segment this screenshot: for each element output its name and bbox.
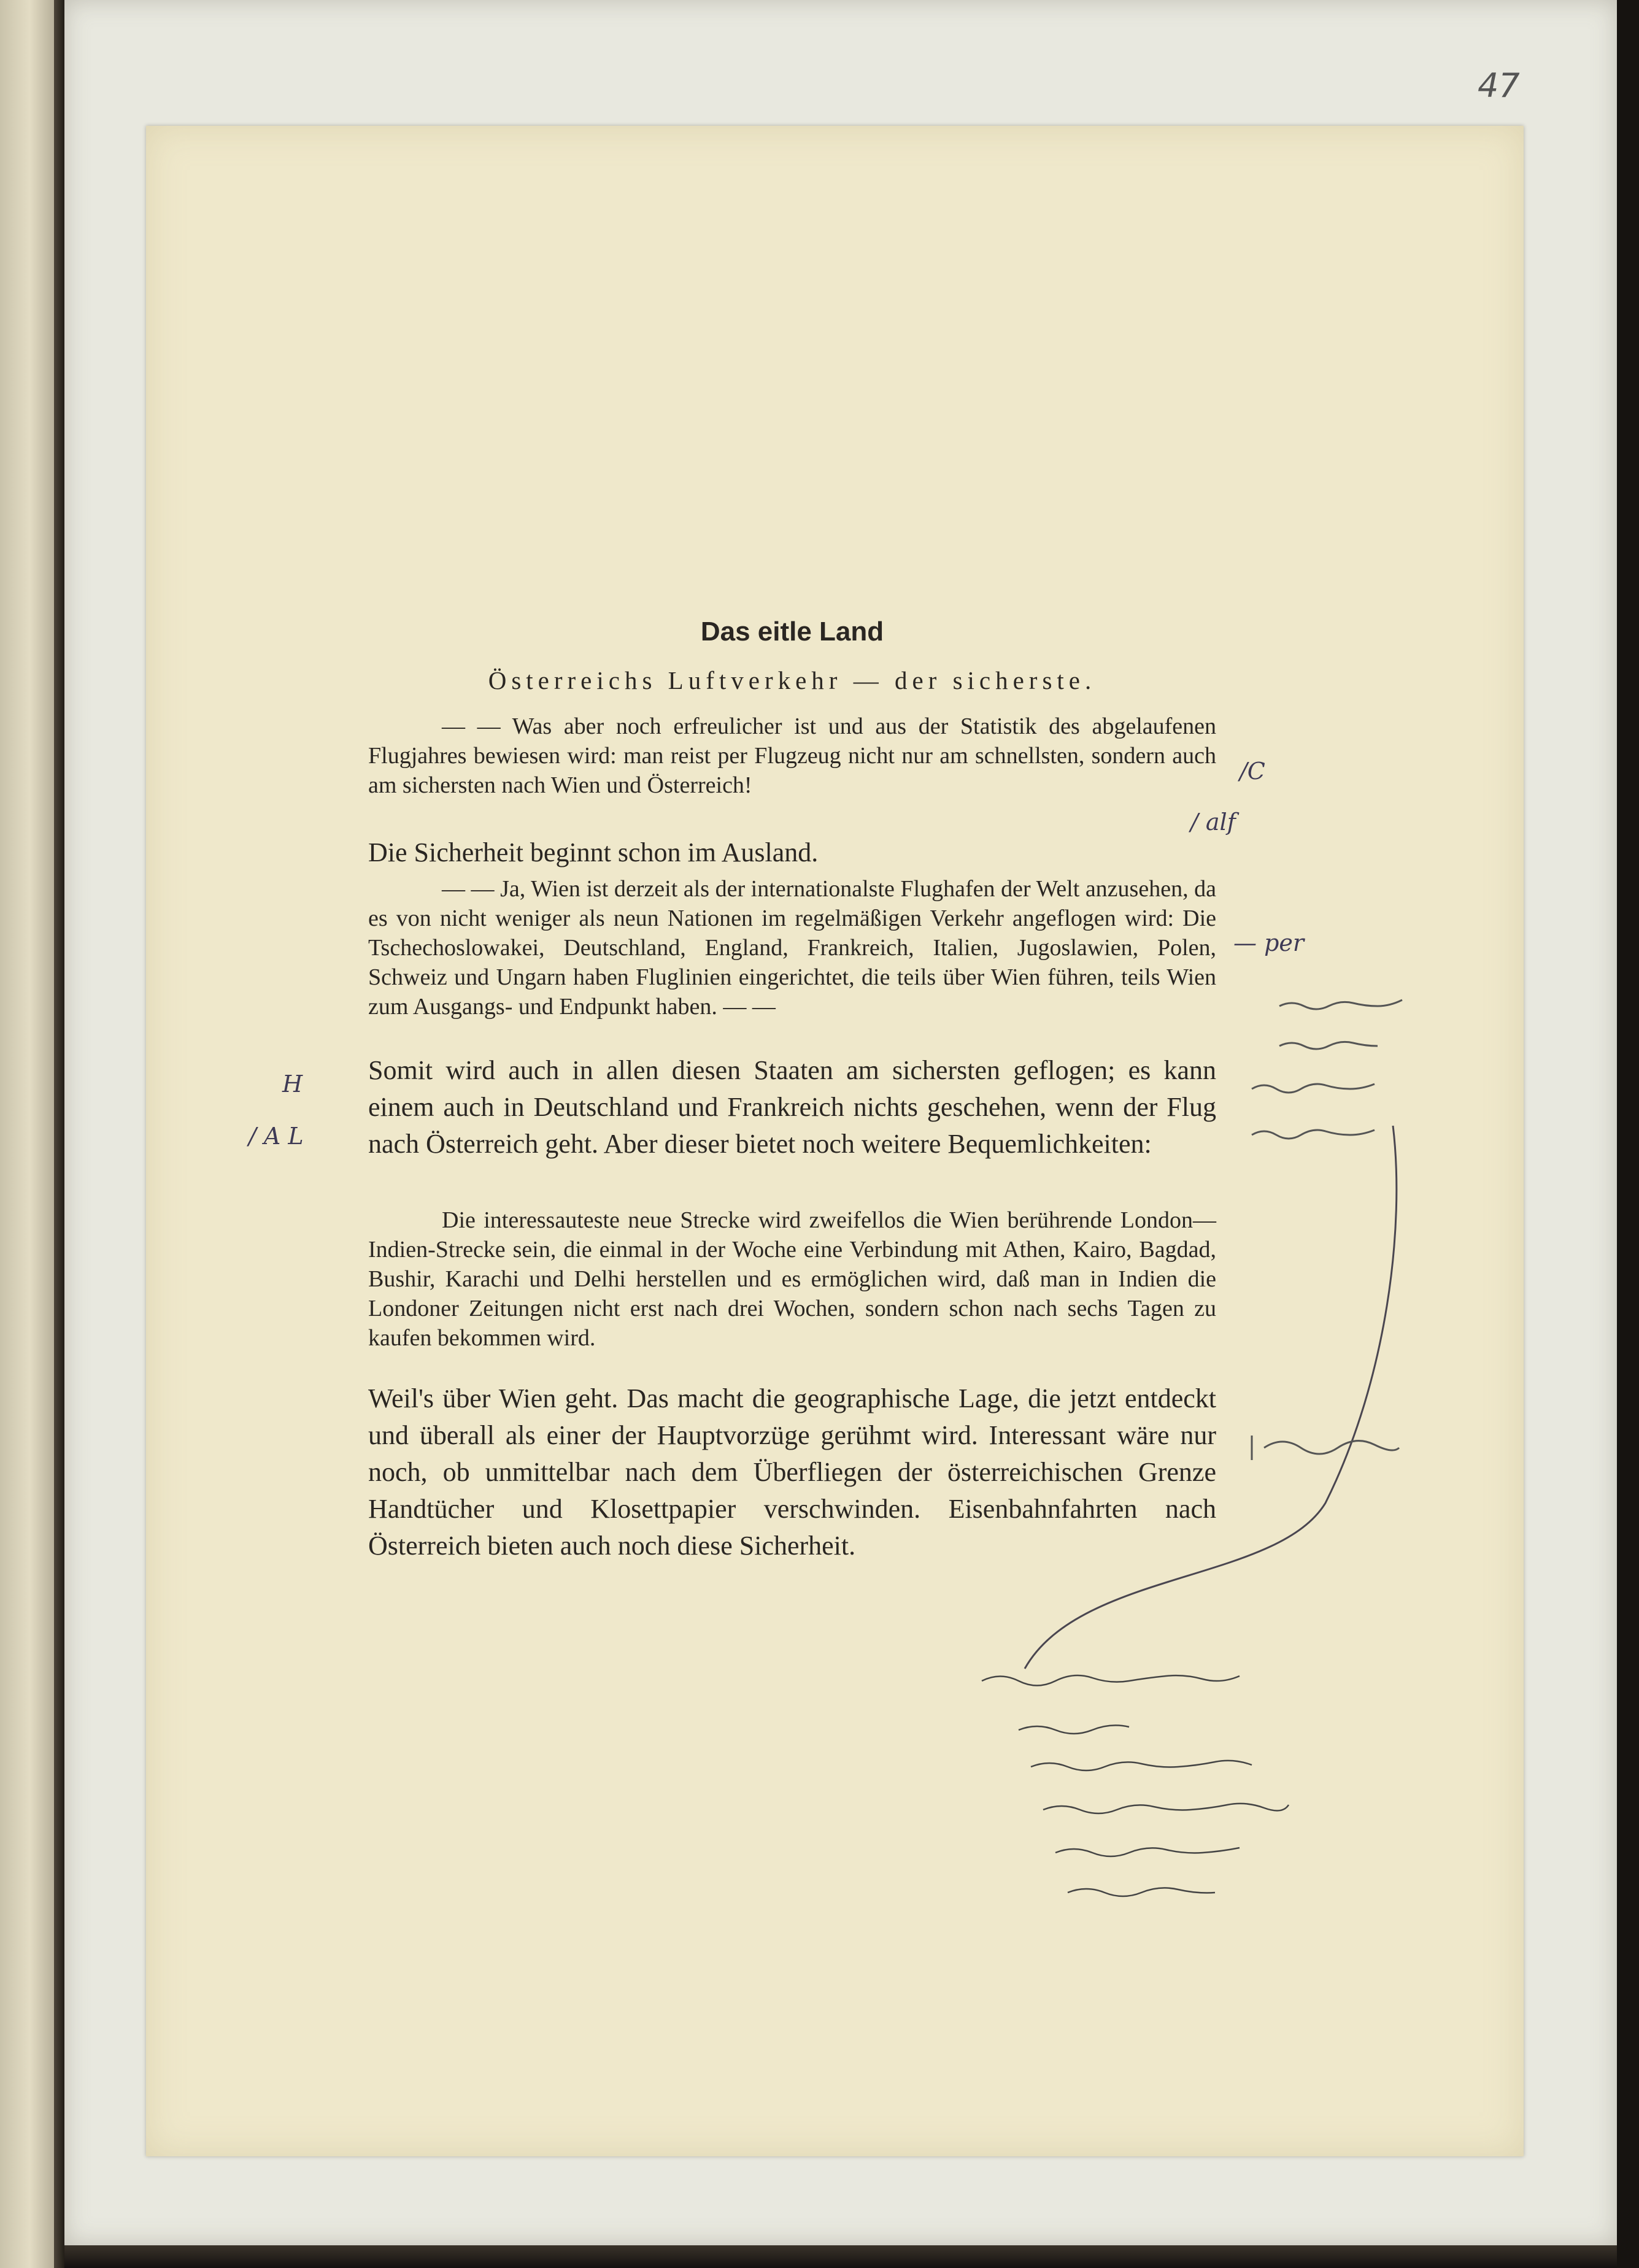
article-subtitle: Österreichs Luftverkehr — der sicherste. xyxy=(488,666,1097,694)
article-title: Das eitle Land xyxy=(700,617,884,647)
margin-annotation-right-3: — per xyxy=(1233,929,1305,956)
margin-annotation-right-1: /C xyxy=(1240,758,1265,785)
paragraph-2: Die Sicherheit beginnt schon im Ausland. xyxy=(368,837,819,867)
paragraph-5: Die interessauteste neue Strecke wird zweifellos die Wien berührende London—Indien-Strecke sein, die einmal in der Woche eine Verbindung mit Athen, Kairo, Bagdad, Bushir, Karachi und Delhi herstellen und es ermöglichen wird, daß man in Indien die Londoner Zeitungen nicht erst nach drei Wochen, sondern schon nach sechs Tagen zu kaufen bekommen wird. xyxy=(368,1207,1216,1351)
page-number: 47 xyxy=(1478,66,1520,105)
margin-annotation-left-1: H xyxy=(282,1071,303,1097)
margin-annotation-right-2: / alf xyxy=(1190,809,1236,836)
bottom-edge xyxy=(64,2245,1617,2268)
paragraph-4: Somit wird auch in allen diesen Staaten am sichersten geflogen; es kann einem auch in Deutschland und Frankreich nichts geschehen, wenn der Flug nach Österreich geht. Aber dieser bietet noch weitere Bequemlichkeiten: xyxy=(368,1055,1216,1159)
paragraph-6: Weil's über Wien geht. Das macht die geographische Lage, die jetzt entdeckt und überall als einer der Hauptvorzüge gerühmt wird. Interessant wäre nur noch, ob unmittelbar nach dem Überfliegen der österreichischen Grenze Handtücher und Klosettpapier verschwinden. Eisenbahnfahrten nach Österreich bieten auch noch diese Sicherheit. xyxy=(368,1383,1216,1561)
margin-annotation-left-2: / A L xyxy=(249,1123,304,1150)
paragraph-1: — — Was aber noch erfreulicher ist und aus der Statistik des abgelaufenen Flugjahres bewiesen wird: man reist per Flugzeug nicht nur am schnellsten, sondern auch am sichersten nach Wien und Österreich! xyxy=(368,713,1216,798)
facing-page-edge xyxy=(0,0,54,2268)
paragraph-3: — — Ja, Wien ist derzeit als der internationalste Flughafen der Welt anzusehen, da es von nicht weniger als neun Nationen im regelmäßigen Verkehr angeflogen wird: Die Tschechoslowakei, Deutschland, England, Frankreich, Italien, Jugoslawien, Polen, Schweiz und Ungarn haben Fluglinien eingerichtet, die teils über Wien führen, teils Wien zum Ausgangs- und Endpunkt haben. — — xyxy=(368,876,1216,1020)
